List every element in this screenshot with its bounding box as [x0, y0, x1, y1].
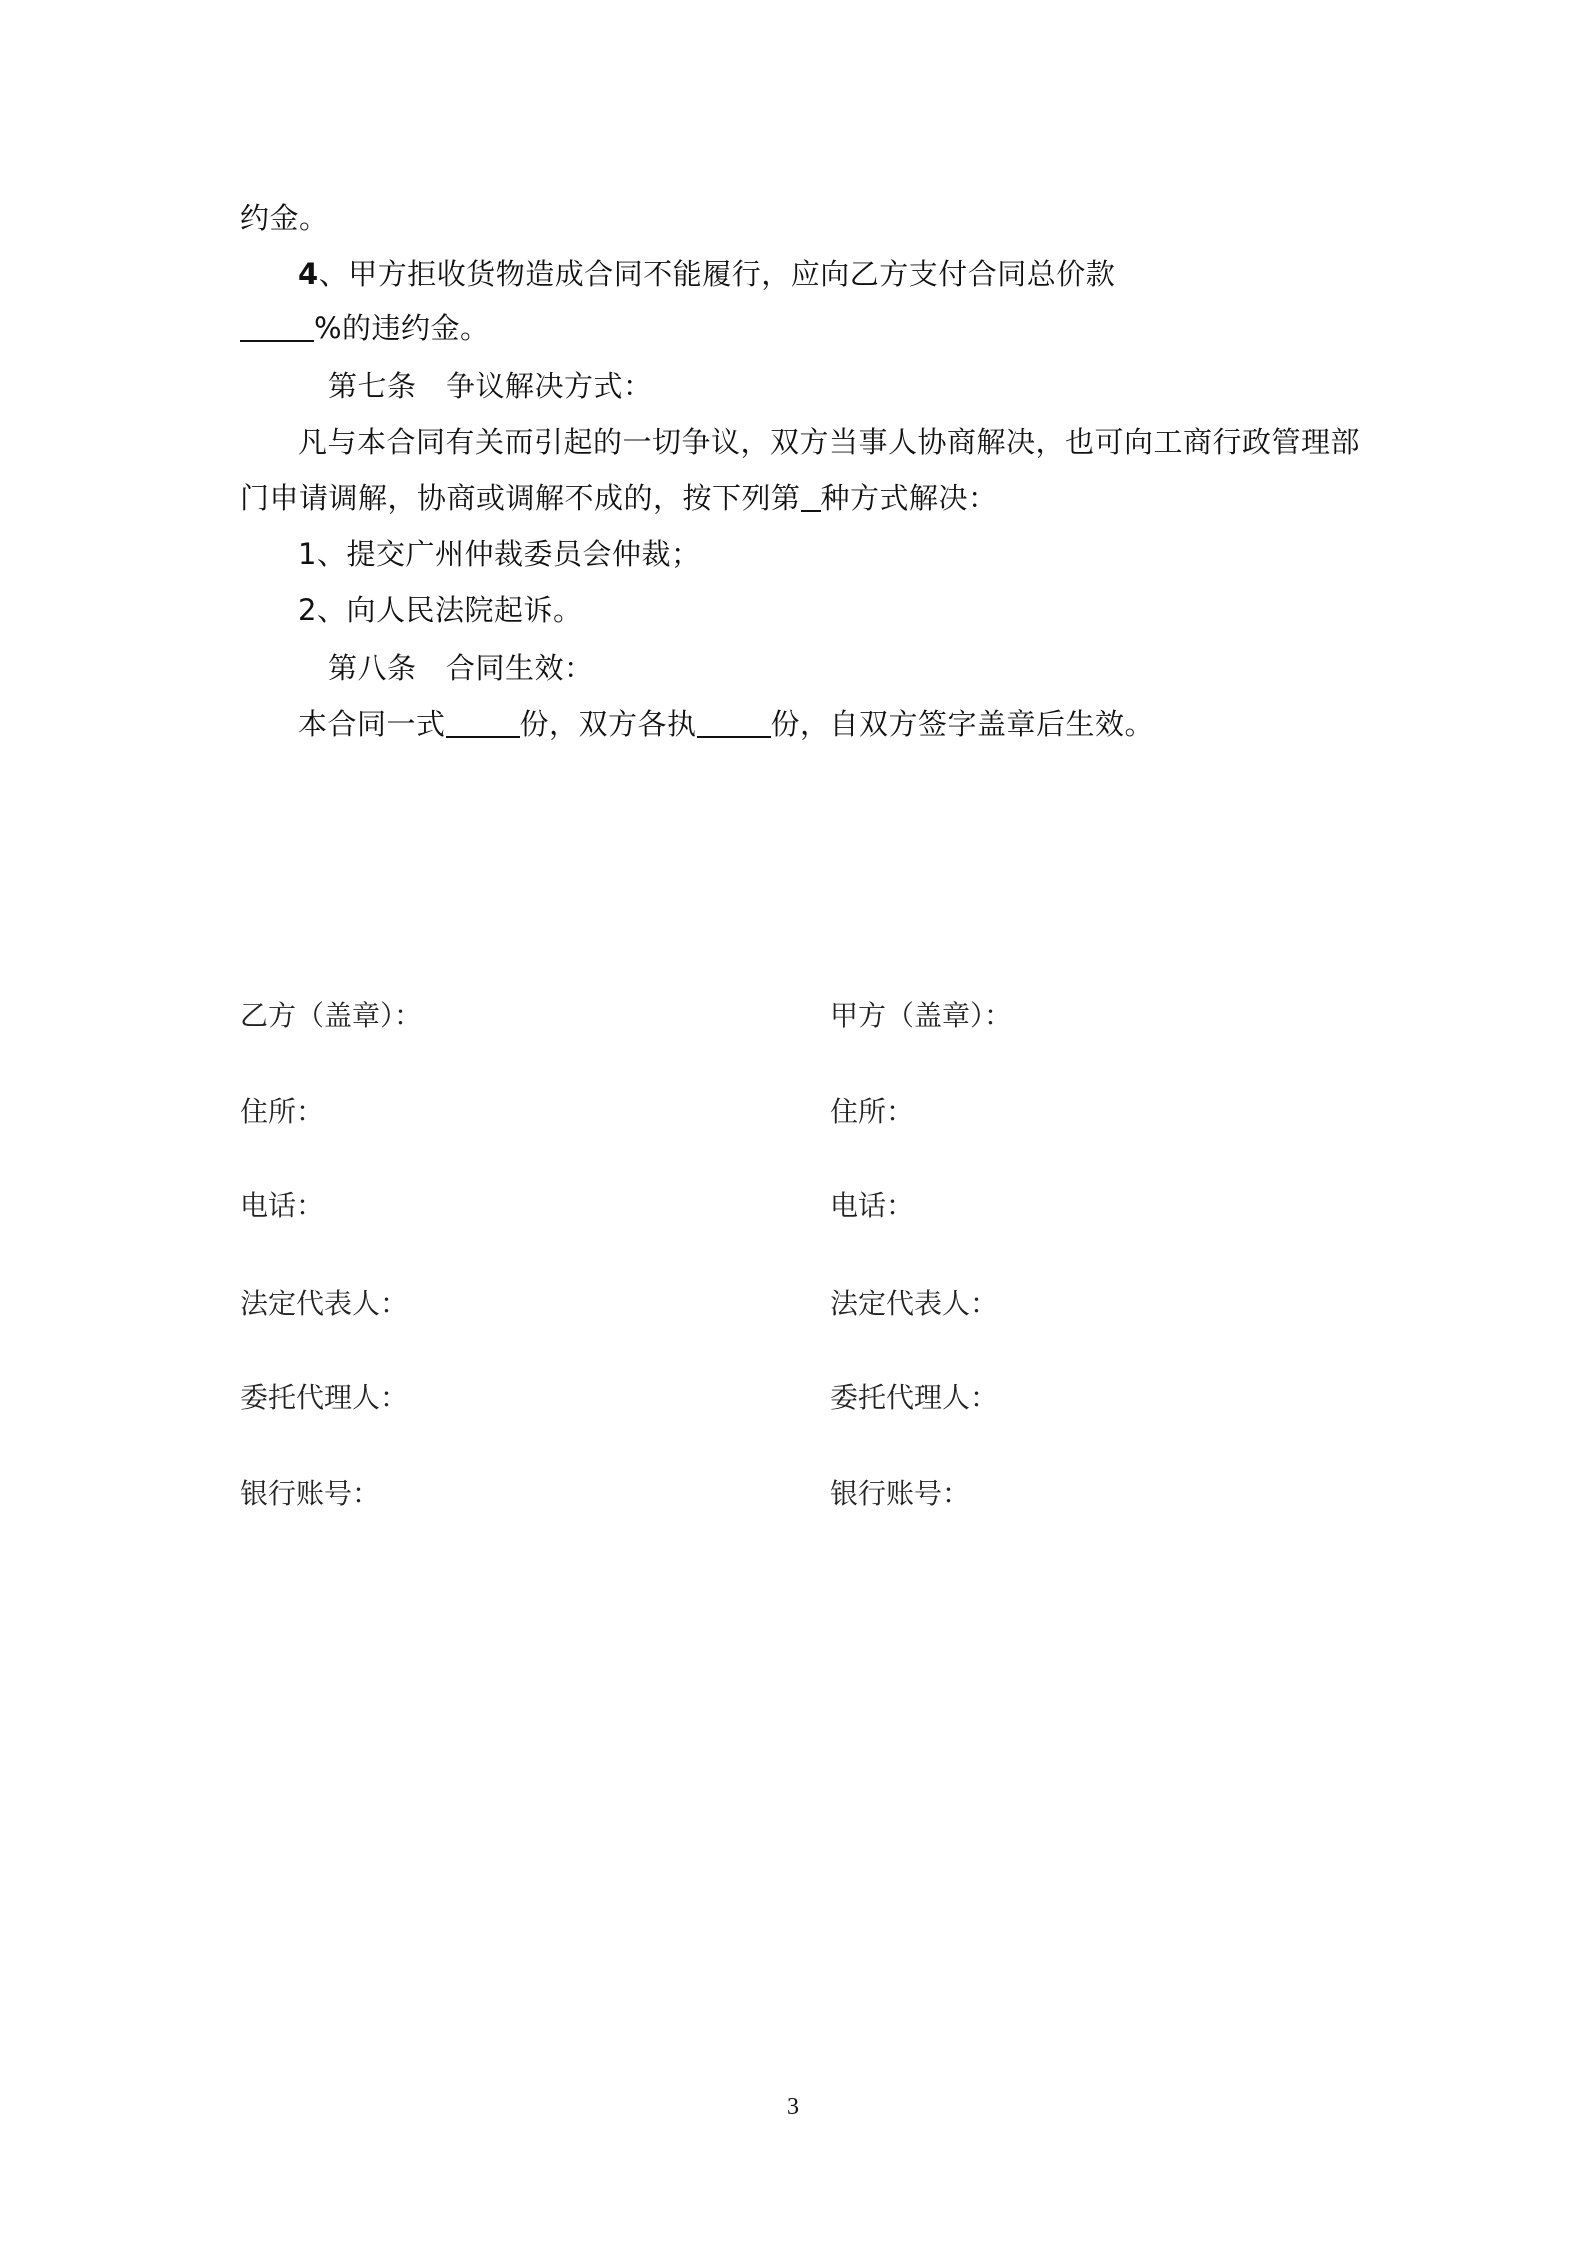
left-phone-label: 电话：	[240, 1189, 325, 1222]
left-bank-label: 银行账号：	[240, 1477, 381, 1510]
clause-text: 约金。	[240, 201, 329, 235]
fill-blank-copies-each	[697, 706, 771, 738]
article-7-option-2	[298, 590, 582, 630]
paragraph-text: 凡与本合同有关而引起的一切争议，双方当事人协商解决，也可向工商行政管理部	[298, 425, 1361, 459]
paragraph-text: 份，自双方签字盖章后生效。	[770, 707, 1155, 741]
right-agent-label: 委托代理人：	[830, 1381, 999, 1414]
article-7-option-1	[298, 534, 700, 574]
article-8-paragraph	[298, 704, 1154, 744]
clause-text: 、甲方拒收货物造成合同不能履行，应向乙方支付合同总价款	[318, 257, 1116, 291]
paragraph-text: 本合同一式	[298, 707, 446, 741]
right-address-label: 住所：	[830, 1095, 915, 1128]
paragraph-text: 种方式解决：	[820, 481, 998, 515]
fill-blank-copies-total	[446, 706, 520, 738]
option-text: 2、向人民法院起诉。	[298, 593, 583, 627]
right-legal-rep-label: 法定代表人：	[830, 1287, 999, 1320]
clause-item-4	[298, 254, 1115, 294]
page-number: 3	[787, 2094, 799, 2120]
option-text: 1、提交广州仲裁委员会仲裁；	[298, 537, 701, 571]
clause-line-continuation	[240, 198, 329, 238]
right-phone-label: 电话：	[830, 1189, 915, 1222]
article-7-title	[328, 366, 653, 406]
left-agent-label: 委托代理人：	[240, 1381, 409, 1414]
article-8-title	[328, 648, 594, 688]
right-bank-label: 银行账号：	[830, 1477, 971, 1510]
clause-text: %的违约金。	[314, 311, 490, 345]
paragraph-text: 门申请调解，协商或调解不成的，按下列第	[240, 481, 801, 515]
paragraph-text: 份，双方各执	[519, 707, 697, 741]
fill-blank-option	[801, 480, 821, 512]
fill-blank-percent	[240, 310, 314, 342]
left-seal-label: 乙方（盖章）：	[240, 999, 423, 1032]
article-7-paragraph-line1	[298, 422, 1360, 462]
article-title-text: 第七条 争议解决方式：	[328, 369, 653, 403]
left-legal-rep-label: 法定代表人：	[240, 1287, 409, 1320]
clause-item-4-continuation	[240, 308, 490, 348]
right-seal-label: 甲方（盖章）：	[830, 999, 1013, 1032]
article-7-paragraph-line2	[240, 478, 998, 518]
clause-number: 4	[298, 257, 319, 291]
article-title-text: 第八条 合同生效：	[328, 651, 594, 685]
left-address-label: 住所：	[240, 1095, 325, 1128]
